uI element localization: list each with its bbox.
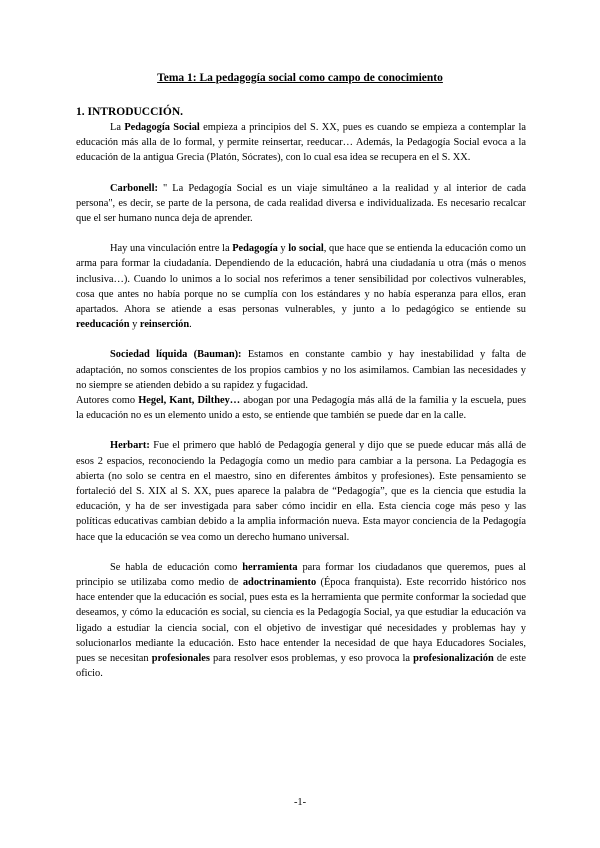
document-title: Tema 1: La pedagogía social como campo de conocimiento bbox=[157, 72, 443, 84]
bold-term: Hegel, Kant, Dilthey… bbox=[138, 395, 241, 407]
bold-term: reinserción bbox=[139, 319, 190, 331]
paragraph-autores bbox=[76, 393, 526, 423]
paragraph-vinculacion bbox=[76, 241, 526, 332]
text-run: empieza a principios del S. XX, pues es cuando se empieza a contemplar la educación más alla de lo formal, y permite reinsertar, reeducar… Además, la Pedagogía Social evoca a la educación de la antigua Grecia (Platón, Sócrates), con lo cual esa idea se recupera en el S. XX. bbox=[76, 122, 526, 164]
paragraph-herramienta bbox=[76, 560, 526, 682]
bold-term: Herbart: bbox=[110, 440, 150, 452]
text-run: Se habla de educación como bbox=[110, 561, 243, 573]
text-run: y bbox=[277, 243, 289, 255]
bold-term: profesionalización bbox=[413, 653, 494, 665]
section-heading: 1. INTRODUCCIÓN. bbox=[76, 106, 184, 118]
bold-term: Sociedad líquida (Bauman): bbox=[110, 349, 242, 361]
bold-term: Pedagogía bbox=[232, 243, 278, 255]
text-run: Fue el primero que habló de Pedagogía general y dijo que se puede educar más allá de esos 2 espacios, reconociendo la Pedagogía como un medio para cambiar a la persona. La Pedagogía es abierta (no solo se centra en el maestro, sino en diferentes ámbitos y profesiones). Este pensamiento se fortaleció del S. XIX al S. XX, pues aparece la palabra de “Pedagogía”, que es la ciencia que estudia la educación, y ha de ser investigada para saber cómo incidir en ella. Esta ciencia coge más peso y las políticas educativas cambian debido a la amplia información nueva. Esta mayor conciencia de la Pedagogía hace que la educación se vea como un derecho humano universal. bbox=[76, 440, 526, 543]
bold-term: lo social bbox=[288, 243, 324, 255]
page-number: -1- bbox=[293, 797, 307, 808]
paragraph-pedagogia-social bbox=[76, 120, 526, 166]
text-run: para resolver esos problemas, y eso provoca la bbox=[209, 653, 414, 665]
bold-term: Carbonell: bbox=[110, 182, 158, 194]
bold-term: herramienta bbox=[242, 561, 298, 573]
text-run: " La Pedagogía Social es un viaje simultáneo a la realidad y al interior de cada persona", es decir, se parte de la persona, de cada realidad diversa e individualizada. Es necesario recalcar que el ser humano nunca deja de aprender. bbox=[76, 182, 526, 225]
bold-term: Pedagogía Social bbox=[124, 122, 200, 133]
text-run: . bbox=[189, 319, 192, 331]
document-body bbox=[76, 104, 526, 682]
text-run: , que hace que se entienda la educación como un arma para formar la ciudadanía. Dependiendo de la educación, habrá una ciudadanía u otra (más o menos inclusiva…). Cuando lo unimos a lo social nos referimos a tener sensibilidad por colectivos vulnerables, cosa que antes no había porque no se cumplía con los estándares y no había esperanza para ellos, eran apartados. Ahora se atiende a esas personas vulnerables, y junto a lo pedagógico se entiende su bbox=[76, 243, 526, 316]
text-run: Autores como bbox=[76, 395, 139, 407]
text-run: y bbox=[129, 319, 140, 331]
text-run: Hay una vinculación entre la bbox=[110, 243, 233, 255]
paragraph-herbart bbox=[76, 438, 526, 544]
paragraph-sociedad-liquida bbox=[76, 347, 526, 393]
text-run: de este oficio. bbox=[76, 653, 526, 680]
text-run: (Época franquista). Este recorrido histórico nos hace entender que la educación es social, pues esta es la herramienta que permite conformar la sociedad que deseamos, y cómo la educación es social, su ciencia es la Pedagogía Social, ya que estudiar la educación va ligado a estudiar la ciencia social, con el objetivo de investigar qué necesidades y problemas hay y solucionarlos mediante la educación. Esto hace entender la necesidad de que haya Educadores Sociales, pues se necesitan bbox=[76, 577, 526, 665]
bold-term: adoctrinamiento bbox=[242, 577, 317, 589]
bold-term: profesionales bbox=[151, 653, 210, 665]
bold-term: reeducación bbox=[76, 319, 130, 331]
paragraph-carbonell bbox=[76, 181, 526, 227]
text-run: abogan por una Pedagogía más allá de la familia y la escuela, pues la educación no es un elemento unido a esto, se entiende que también se puede dar en la calle. bbox=[76, 395, 526, 422]
text-run: Estamos en constante cambio y hay inestabilidad y falta de adaptación, no somos conscientes de los propios cambios y no los asimilamos. Cambian las necesidades y no siempre se atienden debido a su rapidez y fugacidad. bbox=[76, 349, 527, 391]
text-run: La bbox=[110, 122, 125, 133]
text-run: para formar los ciudadanos que queremos, pues al principio se utilizaba como medio de bbox=[76, 561, 527, 589]
